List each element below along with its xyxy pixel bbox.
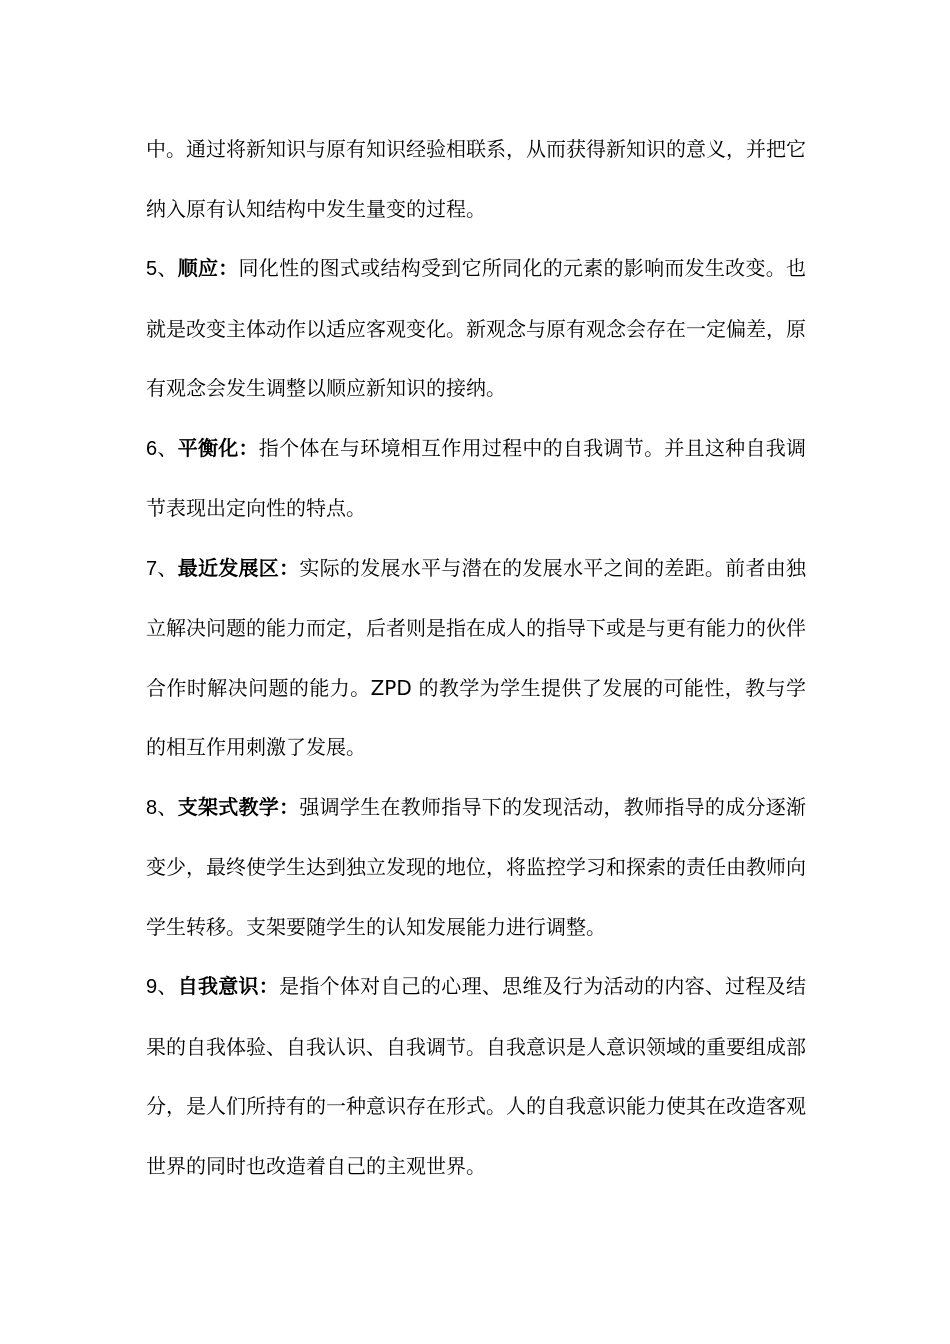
term-number: 9、	[146, 976, 178, 998]
paragraph-body: 中。通过将新知识与原有知识经验相联系，从而获得新知识的意义，并把它纳入原有认知结构中发生量变的过程。	[146, 137, 806, 221]
term-definition: 强调学生在教师指导下的发现活动，教师指导的成分逐渐变少，最终使学生达到独立发现的地位，将监控学习和探索的责任由教师向学生转移。支架要随学生的认知发展能力进行调整。	[146, 794, 807, 939]
paragraph-term-5	[146, 239, 806, 419]
term-number: 6、	[146, 437, 178, 460]
paragraph-continuation	[146, 120, 806, 239]
term-number: 5、	[146, 258, 178, 280]
term-definition: 同化性的图式或结构受到它所同化的元素的影响而发生改变。也就是改变主体动作以适应客观变化。新观念与原有观念会存在一定偏差，原有观念会发生调整以顺应新知识的接纳。	[146, 256, 807, 400]
term-number: 8、	[146, 796, 178, 819]
term-definition: 指个体在与环境相互作用过程中的自我调节。并且这种自我调节表现出定向性的特点。	[146, 435, 807, 520]
term-title: 平衡化：	[177, 435, 259, 460]
paragraph-term-9	[146, 957, 806, 1196]
paragraph-term-8	[146, 778, 806, 958]
term-title: 最近发展区：	[177, 555, 300, 580]
term-definition: 实际的发展水平与潜在的发展水平之间的差距。前者由独立解决问题的能力而定，后者则是指在成人的指导下或是与更有能力的伙伴合作时解决问题的能力。ZPD 的教学为学生提供了发展的可能性，教与学的相互作用刺激了发展。	[146, 555, 807, 759]
term-title: 自我意识：	[177, 974, 280, 998]
term-title: 支架式教学：	[177, 794, 300, 819]
term-definition: 是指个体对自己的心理、思维及行为活动的内容、过程及结果的自我体验、自我认识、自我调节。自我意识是人意识领域的重要组成部分，是人们所持有的一种意识存在形式。人的自我意识能力使其在改造客观世界的同时也改造着自己的主观世界。	[146, 974, 807, 1178]
document-body	[146, 120, 806, 1196]
paragraph-term-7	[146, 539, 806, 778]
term-number: 7、	[146, 557, 178, 580]
term-title: 顺应：	[177, 256, 239, 280]
paragraph-term-6	[146, 419, 806, 539]
